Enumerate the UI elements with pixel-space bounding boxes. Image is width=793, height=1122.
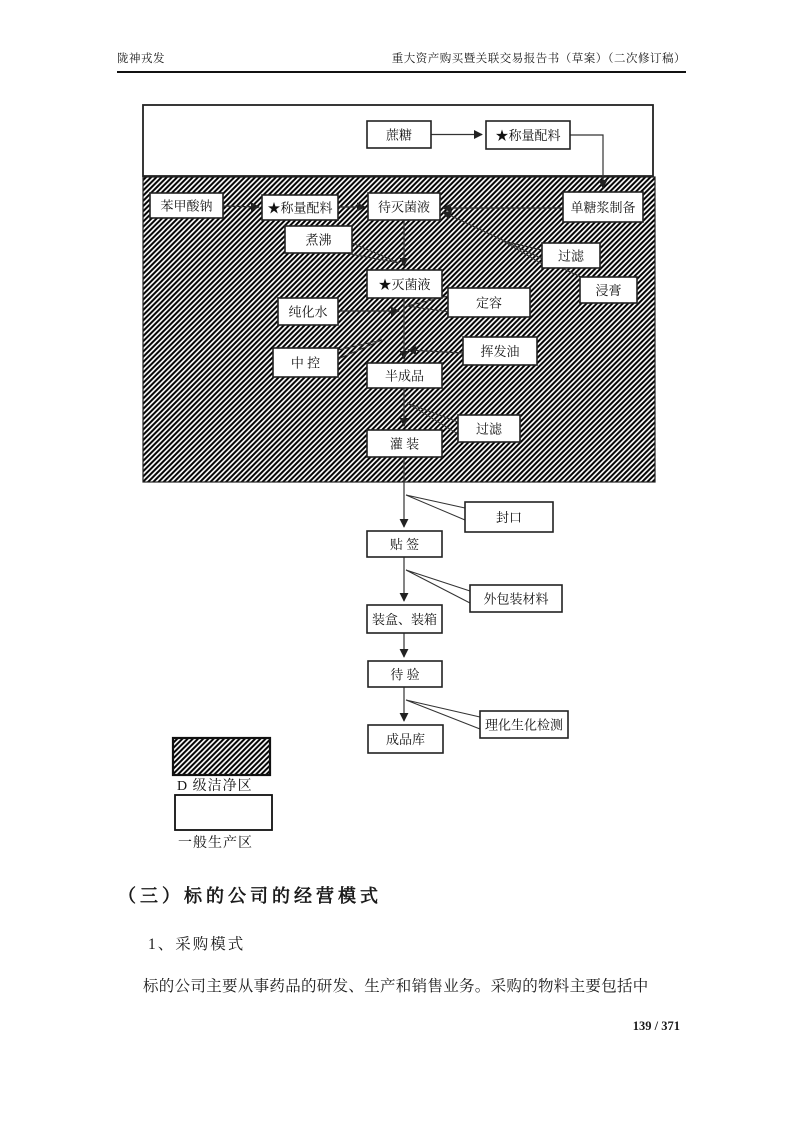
svg-text:蔗糖: 蔗糖 — [385, 127, 413, 143]
node-in-process-control — [273, 348, 338, 377]
node-labeling — [367, 531, 442, 557]
node-filter-2 — [458, 415, 520, 442]
node-pre-sterilize-liquid — [368, 193, 440, 220]
svg-text:待灭菌液: 待灭菌液 — [377, 199, 431, 215]
page-header — [117, 50, 686, 73]
node-sodium-benzoate — [150, 193, 223, 218]
node-sucrose — [367, 121, 431, 148]
production-flowchart — [140, 100, 670, 870]
svg-text:封口: 封口 — [495, 510, 523, 525]
node-volatile-oil — [463, 337, 537, 365]
svg-text:半成品: 半成品 — [384, 368, 425, 384]
legend-general-zone — [175, 795, 272, 851]
node-sealing — [465, 502, 553, 532]
svg-text:★称量配料: ★称量配料 — [267, 200, 333, 216]
svg-text:装盒、装箱: 装盒、装箱 — [371, 612, 438, 627]
node-quarantine — [368, 661, 442, 687]
svg-text:★称量配料: ★称量配料 — [495, 128, 561, 143]
subsection-item: 1、采购模式 — [148, 936, 246, 953]
body-paragraph: 标的公司主要从事药品的研发、生产和销售业务。采购的物料主要包括中 — [143, 978, 649, 995]
node-weighing-mid — [262, 195, 338, 220]
legend-clean-zone — [173, 738, 270, 794]
svg-text:理化生化检测: 理化生化检测 — [484, 717, 564, 733]
node-sterilized-liquid — [367, 270, 442, 298]
node-filling — [367, 430, 442, 457]
svg-text:过滤: 过滤 — [557, 248, 585, 264]
svg-text:煮沸: 煮沸 — [305, 232, 332, 248]
node-boil — [285, 226, 352, 253]
svg-text:苯甲酸钠: 苯甲酸钠 — [160, 198, 213, 214]
svg-text:外包装材料: 外包装材料 — [483, 591, 549, 607]
callout-sealing — [406, 495, 465, 520]
svg-text:贴 签: 贴 签 — [389, 537, 420, 552]
node-boxing — [367, 605, 442, 633]
svg-text:★灭菌液: ★灭菌液 — [378, 277, 431, 292]
node-syrup-prep — [563, 192, 643, 222]
svg-text:过滤: 过滤 — [475, 421, 503, 437]
node-outer-packing — [470, 585, 562, 612]
page-number: 139 / 371 — [632, 1019, 680, 1033]
svg-text:挥发油: 挥发油 — [480, 344, 520, 359]
node-bio-test — [480, 711, 568, 738]
svg-text:成品库: 成品库 — [385, 732, 426, 747]
callout-outerpacking — [406, 570, 470, 603]
svg-text:灌 装: 灌 装 — [389, 436, 420, 452]
node-weighing-top — [486, 121, 570, 149]
svg-text:D 级洁净区: D 级洁净区 — [177, 779, 253, 794]
node-warehouse — [368, 725, 443, 753]
node-constant-volume — [448, 288, 530, 317]
svg-text:中 控: 中 控 — [290, 355, 321, 371]
svg-text:浸膏: 浸膏 — [595, 283, 622, 298]
section-heading: （三）标的公司的经营模式 — [118, 886, 382, 906]
svg-text:一般生产区: 一般生产区 — [178, 836, 253, 851]
node-semi-product — [367, 363, 442, 388]
node-extract — [580, 277, 637, 303]
svg-text:待 验: 待 验 — [390, 667, 420, 682]
svg-text:定容: 定容 — [475, 295, 503, 311]
node-purified-water — [278, 298, 338, 325]
header-report-title: 重大资产购买暨关联交易报告书（草案）（二次修订稿） — [391, 53, 686, 65]
node-filter-1 — [542, 243, 600, 268]
svg-text:纯化水: 纯化水 — [288, 304, 328, 320]
svg-text:单糖浆制备: 单糖浆制备 — [570, 200, 636, 215]
header-company: 陇神戎发 — [117, 53, 165, 65]
